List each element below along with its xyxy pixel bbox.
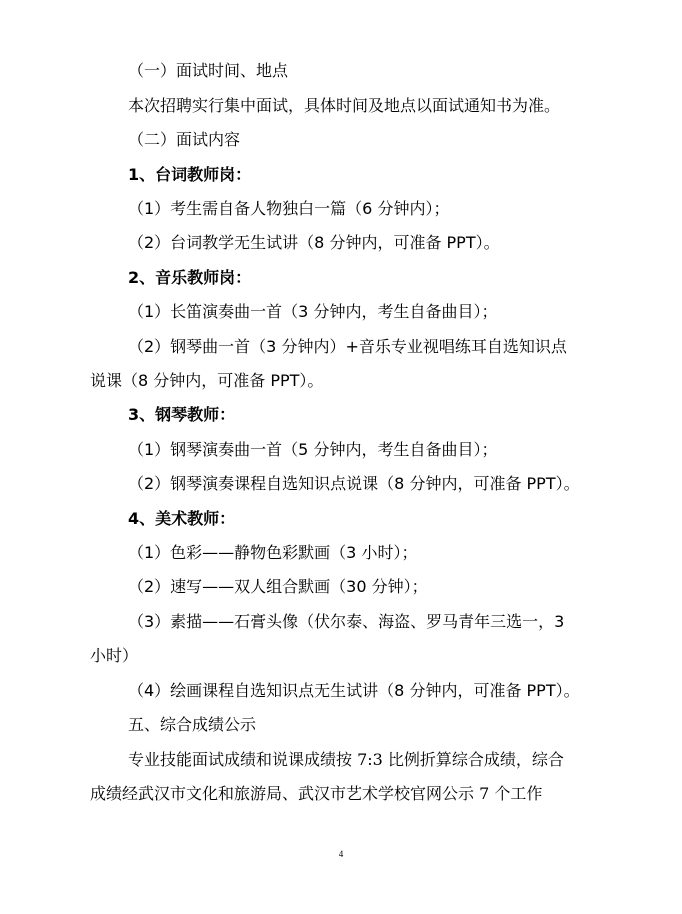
subheading-lines-teacher: 1、台词教师岗： [128, 165, 252, 184]
list-item: （2）钢琴曲一首（3 分钟内）+音乐专业视唱练耳自选知识点 [128, 337, 567, 356]
list-item: （2）速写——双人组合默画（30 分钟）； [128, 577, 428, 596]
section-heading-interview-time: （一）面试时间、地点 [128, 61, 289, 80]
subheading-piano-teacher: 3、钢琴教师： [128, 405, 236, 424]
list-item-continuation: 说课（8 分钟内，可准备 PPT）。 [90, 371, 324, 390]
paragraph-score-continuation: 成绩经武汉市文化和旅游局、武汉市艺术学校官网公示 7 个工作 [90, 784, 543, 803]
list-item: （1）钢琴演奏曲一首（5 分钟内，考生自备曲目）； [128, 440, 498, 459]
section-heading-interview-content: （二）面试内容 [128, 130, 241, 149]
list-item: （1）色彩——静物色彩默画（3 小时）； [128, 543, 418, 562]
list-item: （2）台词教学无生试讲（8 分钟内，可准备 PPT）。 [128, 233, 500, 252]
list-item-continuation: 小时） [90, 646, 139, 665]
list-item: （2）钢琴演奏课程自选知识点说课（8 分钟内，可准备 PPT）。 [128, 474, 580, 493]
subheading-music-teacher: 2、音乐教师岗： [128, 268, 252, 287]
list-item: （1）长笛演奏曲一首（3 分钟内，考生自备曲目）； [128, 302, 498, 321]
page-number: 4 [338, 849, 344, 859]
section-heading-score-publicity: 五、综合成绩公示 [128, 715, 257, 734]
paragraph-score: 专业技能面试成绩和说课成绩按 7:3 比例折算综合成绩，综合 [128, 750, 564, 769]
list-item: （3）素描——石膏头像（伏尔泰、海盗、罗马青年三选一，3 [128, 612, 565, 631]
subheading-art-teacher: 4、美术教师： [128, 509, 236, 528]
list-item: （1）考生需自备人物独白一篇（6 分钟内）； [128, 199, 450, 218]
list-item: （4）绘画课程自选知识点无生试讲（8 分钟内，可准备 PPT）。 [128, 681, 580, 700]
paragraph-interview-notice: 本次招聘实行集中面试，具体时间及地点以面试通知书为准。 [128, 96, 561, 115]
